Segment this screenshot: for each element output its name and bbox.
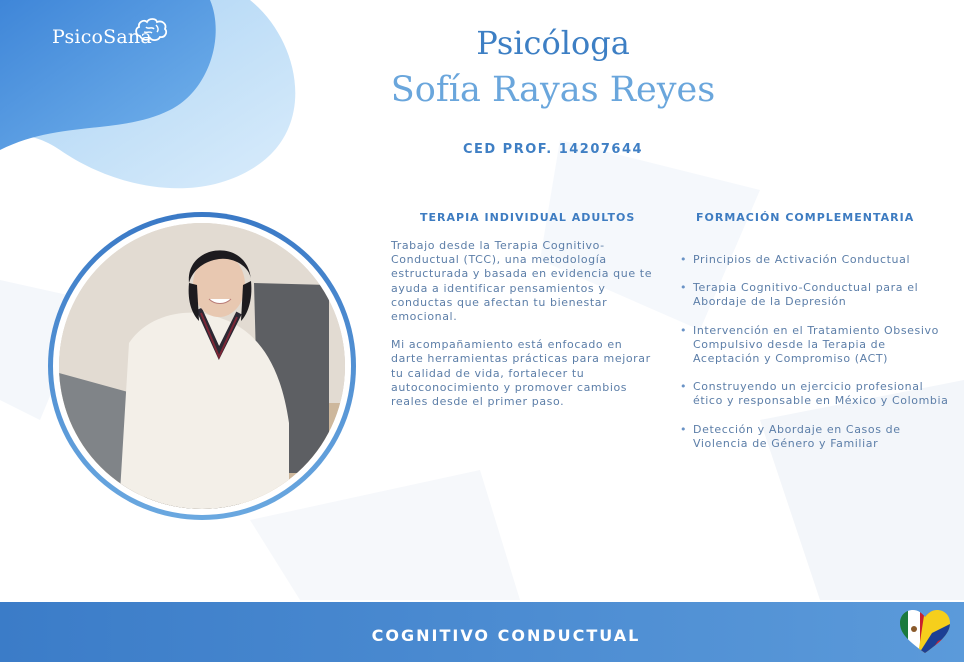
therapy-paragraph: Trabajo desde la Terapia Cognitivo-Conductual (TCC), una metodología estructurada y basada en evidencia que te ayuda a identificar pensamientos y conductas que afectan tu bienestar emocional. bbox=[391, 239, 653, 324]
brand-logo bbox=[52, 26, 152, 48]
profile-photo-frame bbox=[48, 212, 356, 520]
title-name: Sofía Rayas Reyes bbox=[390, 70, 716, 110]
list-item: • Detección y Abordaje en Casos de Violencia de Género y Familiar bbox=[680, 423, 950, 451]
training-heading: FORMACIÓN COMPLEMENTARIA bbox=[696, 211, 915, 224]
list-item: • Construyendo un ejercicio profesional ético y responsable en México y Colombia bbox=[680, 380, 950, 408]
list-item: • Principios de Activación Conductual bbox=[680, 253, 950, 267]
brand-name: PsicoSana bbox=[52, 26, 152, 48]
footer-label: COGNITIVO CONDUCTUAL bbox=[371, 626, 641, 645]
footer-bar bbox=[0, 602, 964, 662]
therapy-heading: TERAPIA INDIVIDUAL ADULTOS bbox=[420, 211, 636, 224]
brain-icon bbox=[134, 18, 168, 44]
title-role: Psicóloga bbox=[476, 24, 630, 62]
therapy-description bbox=[391, 239, 657, 423]
training-list bbox=[680, 253, 950, 465]
professional-license: CED PROF. 14207644 bbox=[462, 142, 644, 157]
list-item: • Terapia Cognitivo-Conductual para el Abordaje de la Depresión bbox=[680, 281, 950, 309]
therapy-paragraph: Mi acompañamiento está enfocado en darte herramientas prácticas para mejorar tu calidad de vida, fortalecer tu autoconocimiento y promover cambios reales desde el primer paso. bbox=[391, 338, 651, 409]
psychologist-photo bbox=[59, 223, 345, 509]
list-item: • Intervención en el Tratamiento Obsesivo Compulsivo desde la Terapia de Aceptación y Compromiso (ACT) bbox=[680, 324, 950, 367]
mexico-colombia-heart-icon bbox=[898, 609, 952, 655]
